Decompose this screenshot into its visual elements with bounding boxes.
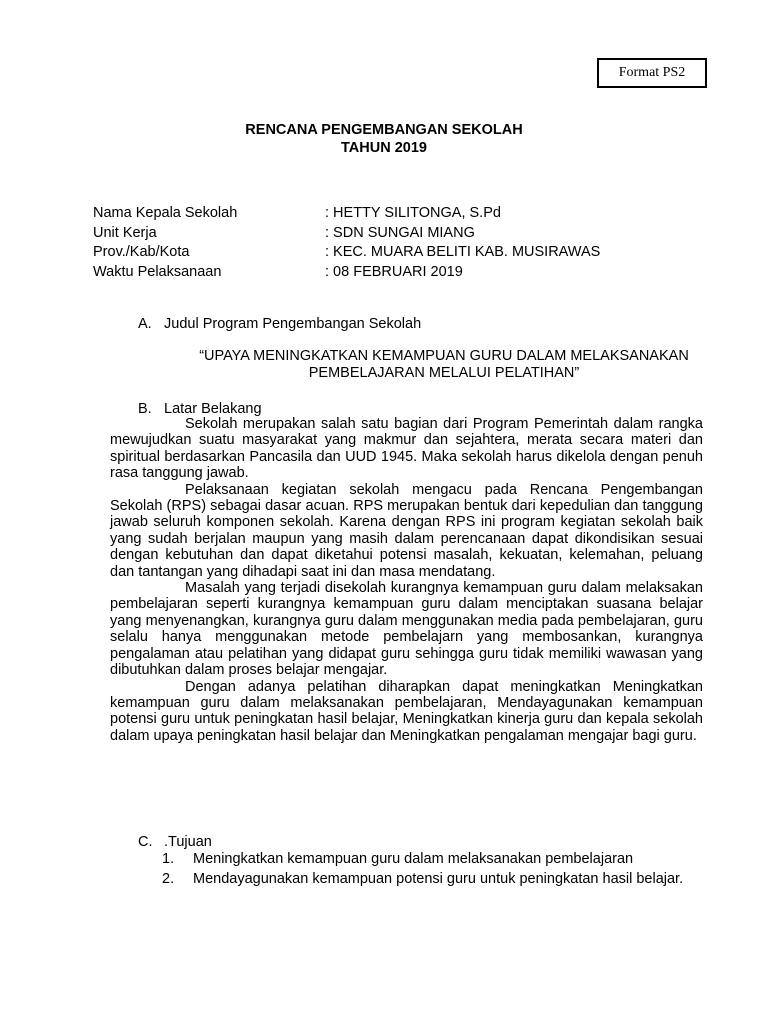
info-value: : 08 FEBRUARI 2019 xyxy=(325,263,463,280)
paragraph: Dengan adanya pelatihan diharapkan dapat meningkatkan Meningkatkan kemampuan guru dalam melaksanakan pembelajaran, Mendayagunakan kemampuan potensi guru untuk peningkatan hasil belajar, Meningkatkan kinerja guru dan kepala sekolah dalam upaya peningkatan hasil belajar dan Meningkatkan pengalaman mengajar bagi guru. xyxy=(110,678,703,744)
info-label: Waktu Pelaksanaan xyxy=(93,263,222,280)
paragraph: Sekolah merupakan salah satu bagian dari Program Pemerintah dalam rangka mewujudkan suatu masyarakat yang makmur dan sejahtera, merata secara materi dan spiritual berdasarkan Pancasila dan UUD 1945. Maka sekolah harus dikelola dengan penuh rasa tanggung jawab. xyxy=(110,416,703,482)
info-label: Unit Kerja xyxy=(93,224,157,241)
paragraph: Masalah yang terjadi disekolah kurangnya kemampuan guru dalam melaksakan pembelajaran seperti kurangnya kemampuan guru dalam menciptakan suasana belajar yang menyenangkan, kurangnya guru dalam menggunakan media pada pembelajaran, guru selalu hanya menggunakan metode pembelajarn yang membosankan, kurangnya pengalaman atau pelatihan yang didapat guru sehingga guru tidak memiliki wawasan yang dibutuhkan dalam proses belajar mengajar. xyxy=(110,580,703,679)
title-line-1: RENCANA PENGEMBANGAN SEKOLAH xyxy=(245,122,523,138)
list-number: 1. xyxy=(162,851,175,867)
section-title: Latar Belakang xyxy=(164,401,262,417)
list-item xyxy=(162,850,702,870)
latar-belakang-body xyxy=(110,416,703,744)
section-title: .Tujuan xyxy=(164,834,212,850)
section-c-heading xyxy=(138,833,212,851)
title-line-2: TAHUN 2019 xyxy=(341,140,427,156)
info-value: : SDN SUNGAI MIANG xyxy=(325,224,475,241)
list-number: 2. xyxy=(162,870,175,887)
document-title xyxy=(0,121,768,157)
info-value: : KEC. MUARA BELITI KAB. MUSIRAWAS xyxy=(325,244,601,260)
info-value: : HETTY SILITONGA, S.Pd xyxy=(325,205,501,221)
info-label: Prov./Kab/Kota xyxy=(93,244,190,260)
list-text: Mendayagunakan kemampuan potensi guru untuk peningkatan hasil belajar. xyxy=(193,870,684,887)
info-row-waktu-pelaksanaan xyxy=(93,263,693,283)
list-text: Meningkatkan kemampuan guru dalam melaksanakan pembelajaran xyxy=(193,851,634,867)
section-letter: A. xyxy=(138,316,152,332)
info-label: Nama Kepala Sekolah xyxy=(93,205,238,221)
program-title-line-2: PEMBELAJARAN MELALUI PELATIHAN” xyxy=(308,365,580,381)
info-row-kepala-sekolah xyxy=(93,204,693,224)
info-row-unit-kerja xyxy=(93,224,693,244)
format-label: Format PS2 xyxy=(597,58,707,88)
section-letter: B. xyxy=(138,401,152,417)
tujuan-list xyxy=(162,850,702,889)
program-title-line-1: “UPAYA MENINGKATKAN KEMAMPUAN GURU DALAM MELAKSANAKAN xyxy=(199,348,689,364)
section-letter: C. xyxy=(138,834,153,850)
section-title: Judul Program Pengembangan Sekolah xyxy=(164,316,422,332)
info-block xyxy=(93,204,693,282)
program-title xyxy=(160,348,728,382)
section-a-heading xyxy=(138,315,421,333)
list-item xyxy=(162,870,702,890)
info-row-prov-kab-kota xyxy=(93,243,693,263)
paragraph: Pelaksanaan kegiatan sekolah mengacu pada Rencana Pengembangan Sekolah (RPS) sebagai dasar acuan. RPS merupakan bentuk dari kepedulian dan tanggung jawab seluruh komponen sekolah. Karena dengan RPS ini program kegiatan sekolah baik yang sudah berjalan maupun yang masih dalam perencanaan dapat dikondisikan sesuai dengan kebutuhan dan dapat diketahui potensi masalah, kekuatan, kelemahan, peluang dan tantangan yang dihadapi saat ini dan masa mendatang. xyxy=(110,481,703,580)
